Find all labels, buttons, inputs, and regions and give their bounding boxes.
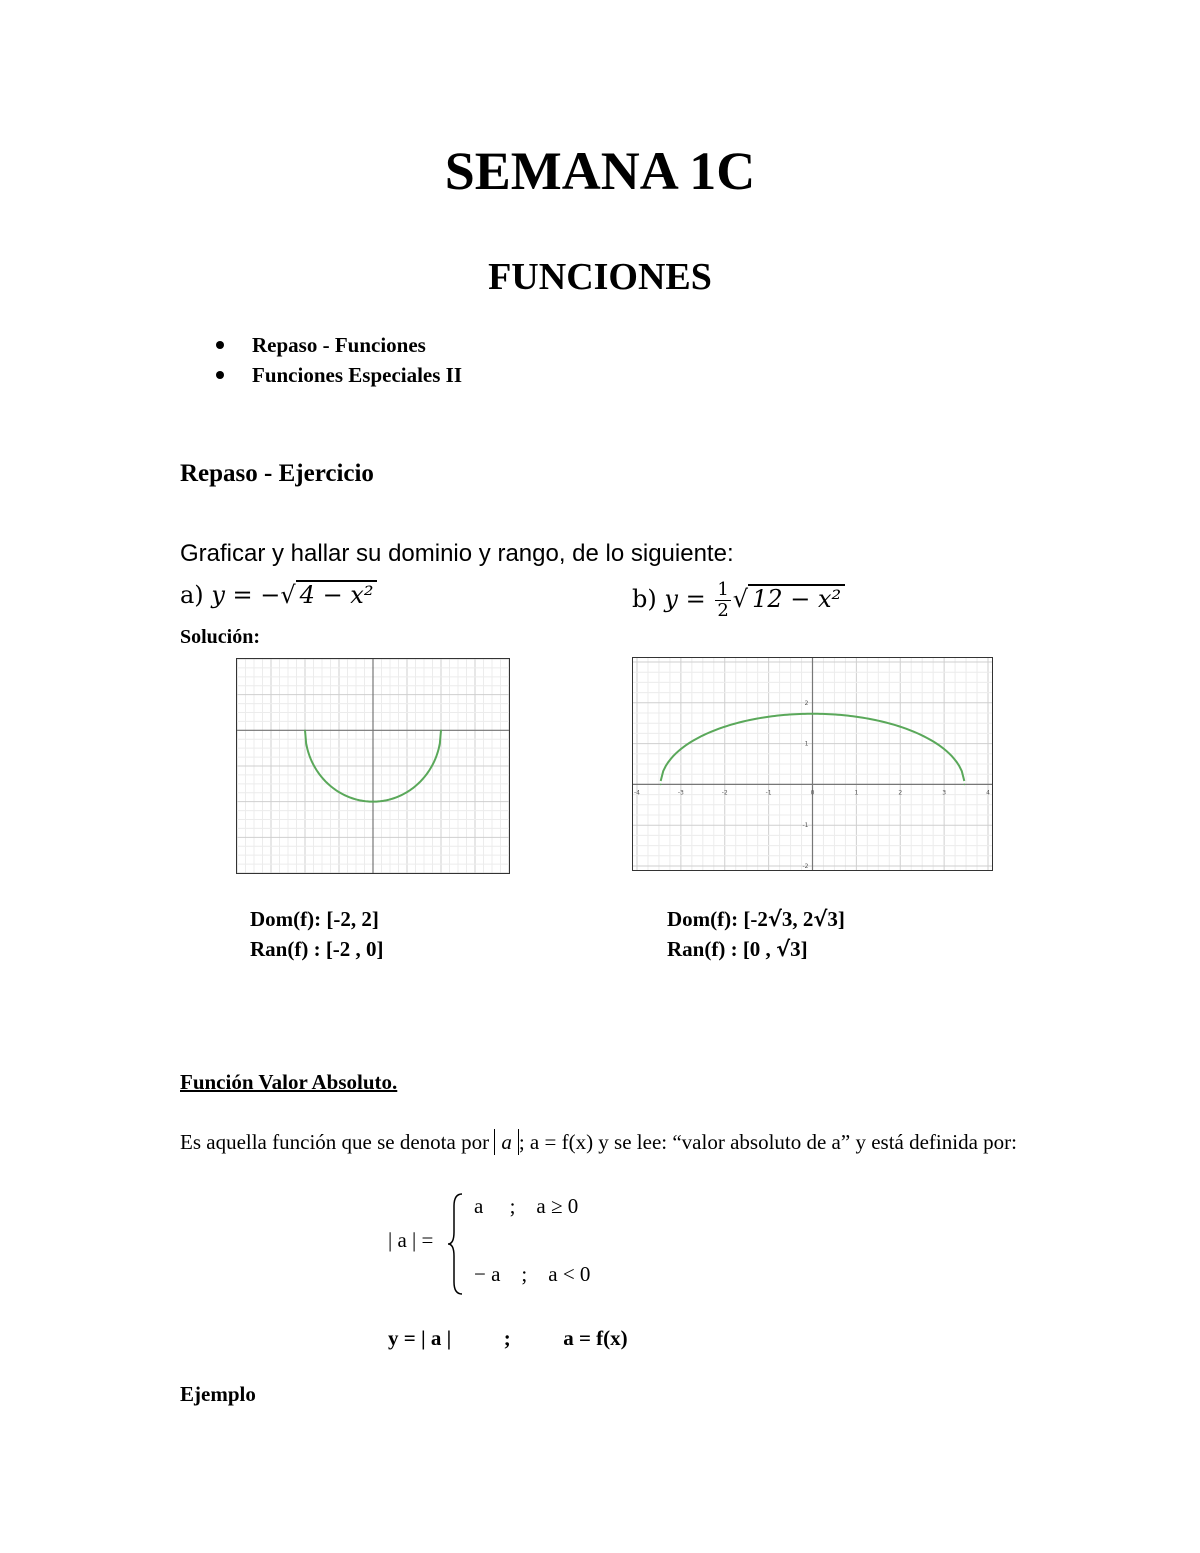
data-point xyxy=(406,791,408,793)
graph-a-plot xyxy=(237,659,509,873)
instruction-text: Graficar y hallar su dominio y rango, de lo siguiente: xyxy=(180,540,734,567)
data-point xyxy=(680,748,682,750)
equation-sign: − xyxy=(260,581,281,609)
brace-icon xyxy=(446,1192,466,1297)
domain-b-mid: 3, 2 xyxy=(781,907,814,931)
piecewise-lhs: | a | = xyxy=(388,1228,434,1252)
equation-equals: = xyxy=(685,585,706,613)
answers-b xyxy=(667,904,845,964)
x-tick-label: 3 xyxy=(942,789,947,797)
equation-b xyxy=(632,580,845,621)
data-point xyxy=(943,748,945,750)
x-tick-label: 2 xyxy=(898,789,903,797)
fraction-numerator: 1 xyxy=(717,579,729,600)
range-a: Ran(f) : [-2 , 0] xyxy=(250,937,384,961)
abs-text-part1: Es aquella función que se denota por xyxy=(180,1130,495,1154)
abs-notation: a xyxy=(494,1129,519,1155)
domain-b-suffix: 3] xyxy=(827,907,845,931)
page-title: SEMANA 1C xyxy=(444,141,756,201)
bullet-icon xyxy=(216,341,224,349)
abs-section-heading: Función Valor Absoluto. xyxy=(180,1070,398,1094)
graph-a xyxy=(236,658,510,874)
piecewise-definition xyxy=(388,1192,648,1297)
x-tick-label: 1 xyxy=(854,789,859,797)
example-label: Ejemplo xyxy=(180,1382,256,1406)
abs-text-part2: ; a = f(x) y se lee: “valor absoluto de a” y está definida por: xyxy=(518,1130,1017,1154)
data-point xyxy=(964,784,966,786)
topic-label: Repaso - Funciones xyxy=(252,333,426,357)
root-icon: √ xyxy=(776,937,791,961)
graph-b-plot xyxy=(633,658,992,870)
fraction-denominator: 2 xyxy=(717,600,729,621)
x-tick-label: 0 xyxy=(810,789,815,797)
domain-b xyxy=(667,904,845,934)
piecewise-case-1: a ; a ≥ 0 xyxy=(474,1194,579,1218)
equation-radicand: 12 − x² xyxy=(748,584,845,612)
page-subtitle: FUNCIONES xyxy=(488,256,712,298)
range-b-prefix: Ran(f) : [0 , xyxy=(667,937,777,961)
topic-label: Funciones Especiales II xyxy=(252,363,463,387)
data-point xyxy=(355,799,357,801)
x-tick-label: -3 xyxy=(677,789,684,797)
data-point xyxy=(768,716,770,718)
x-tick-label: 4 xyxy=(986,789,990,797)
equation-equals: = xyxy=(232,581,253,609)
root-icon: √ xyxy=(767,907,782,931)
data-point xyxy=(372,801,374,803)
data-point xyxy=(440,730,442,732)
y-tick-label: 2 xyxy=(804,699,809,707)
sqrt-icon: √ xyxy=(280,581,296,609)
y-tick-label: 1 xyxy=(804,740,809,748)
abs-definition-text xyxy=(180,1124,1050,1160)
section-heading: Repaso - Ejercicio xyxy=(180,460,374,487)
equation-fraction xyxy=(715,580,730,621)
equation-label: b) xyxy=(632,585,657,613)
domain-b-prefix: Dom(f): [-2 xyxy=(667,907,768,931)
range-b-suffix: 3] xyxy=(790,937,808,961)
equation-radicand: 4 − x² xyxy=(296,580,378,608)
equation-a xyxy=(180,580,377,609)
data-point xyxy=(812,713,814,715)
sqrt-icon: √ xyxy=(732,585,749,613)
composite-equation: y = | a | ; a = f(x) xyxy=(388,1326,628,1350)
topic-item xyxy=(214,330,462,360)
equation-label: a) xyxy=(180,581,204,609)
topic-list xyxy=(214,330,462,390)
data-point xyxy=(899,726,901,728)
data-point xyxy=(304,730,306,732)
data-point xyxy=(724,726,726,728)
x-tick-label: -1 xyxy=(765,789,772,797)
topic-item xyxy=(214,360,462,390)
piecewise-case-2: − a ; a < 0 xyxy=(474,1262,591,1286)
bullet-icon xyxy=(216,371,224,379)
x-tick-label: -2 xyxy=(721,789,728,797)
answers-a xyxy=(250,904,384,964)
graph-b xyxy=(632,657,993,871)
equation-lhs: y xyxy=(211,581,225,609)
range-b xyxy=(667,934,845,964)
solution-label: Solución: xyxy=(180,626,261,648)
equation-lhs: y xyxy=(664,585,678,613)
root-icon: √ xyxy=(813,907,828,931)
y-tick-label: -2 xyxy=(802,863,809,870)
data-point xyxy=(321,777,323,779)
data-point xyxy=(423,777,425,779)
domain-a: Dom(f): [-2, 2] xyxy=(250,907,379,931)
y-tick-label: -1 xyxy=(802,822,809,830)
x-tick-label: -4 xyxy=(634,789,640,797)
data-point xyxy=(338,791,340,793)
data-point xyxy=(389,799,391,801)
data-point xyxy=(856,716,858,718)
data-point xyxy=(660,784,662,786)
